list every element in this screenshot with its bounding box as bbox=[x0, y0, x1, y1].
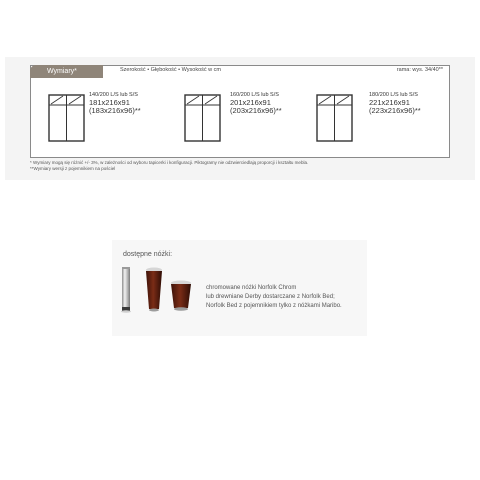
frame-height-note: rama: wys. 34/40** bbox=[396, 67, 443, 73]
footnote-storage: **Wymiary wersji z pojemnikiem na pościel bbox=[30, 166, 116, 171]
bed-alt-size: (183x216x96)** bbox=[89, 106, 141, 115]
bed-label: 180/200 L/S lub S/S bbox=[369, 92, 418, 98]
legs-description bbox=[206, 284, 342, 311]
bed-pictogram-icon bbox=[184, 94, 221, 142]
dimensions-footnotes bbox=[30, 160, 308, 172]
bed-size: 201x216x91 bbox=[230, 98, 271, 107]
wooden-leg-short-icon bbox=[169, 280, 193, 312]
legs-description-line: lub drewniane Derby dostarczane z Norfolk Bed; bbox=[206, 294, 335, 300]
legs-description-line: Norfolk Bed z pojemnikiem tylko z nóżkami Maribo. bbox=[206, 303, 342, 309]
dimensions-header: Szerokość • Głębokość • Wysokość w cm bbox=[120, 67, 221, 73]
dimensions-tab: Wymiary* bbox=[30, 65, 103, 78]
bed-size: 181x216x91 bbox=[89, 98, 130, 107]
legs-title: dostępne nóżki: bbox=[123, 251, 173, 258]
footnote-tolerance: * Wymiary mogą się różnić +/- 3%, w zależności od wyboru tapicerki i konfiguracji. Piktogramy nie odzwierciedlają proporcji i kształtu mebla. bbox=[30, 160, 309, 165]
bed-size-2 bbox=[230, 92, 282, 115]
bed-pictogram-icon bbox=[48, 94, 85, 142]
bed-alt-size: (223x216x96)** bbox=[369, 106, 421, 115]
bed-label: 160/200 L/S lub S/S bbox=[230, 92, 279, 98]
bed-size-3 bbox=[369, 92, 421, 115]
chrome-leg-icon bbox=[119, 267, 133, 313]
bed-size: 221x216x91 bbox=[369, 98, 410, 107]
bed-label: 140/200 L/S lub S/S bbox=[89, 92, 138, 98]
wooden-leg-tall-icon bbox=[144, 267, 164, 313]
bed-size-1 bbox=[89, 92, 141, 115]
bed-alt-size: (203x216x96)** bbox=[230, 106, 282, 115]
bed-pictogram-icon bbox=[316, 94, 353, 142]
legs-description-line: chromowane nóżki Norfolk Chrom bbox=[206, 285, 297, 291]
